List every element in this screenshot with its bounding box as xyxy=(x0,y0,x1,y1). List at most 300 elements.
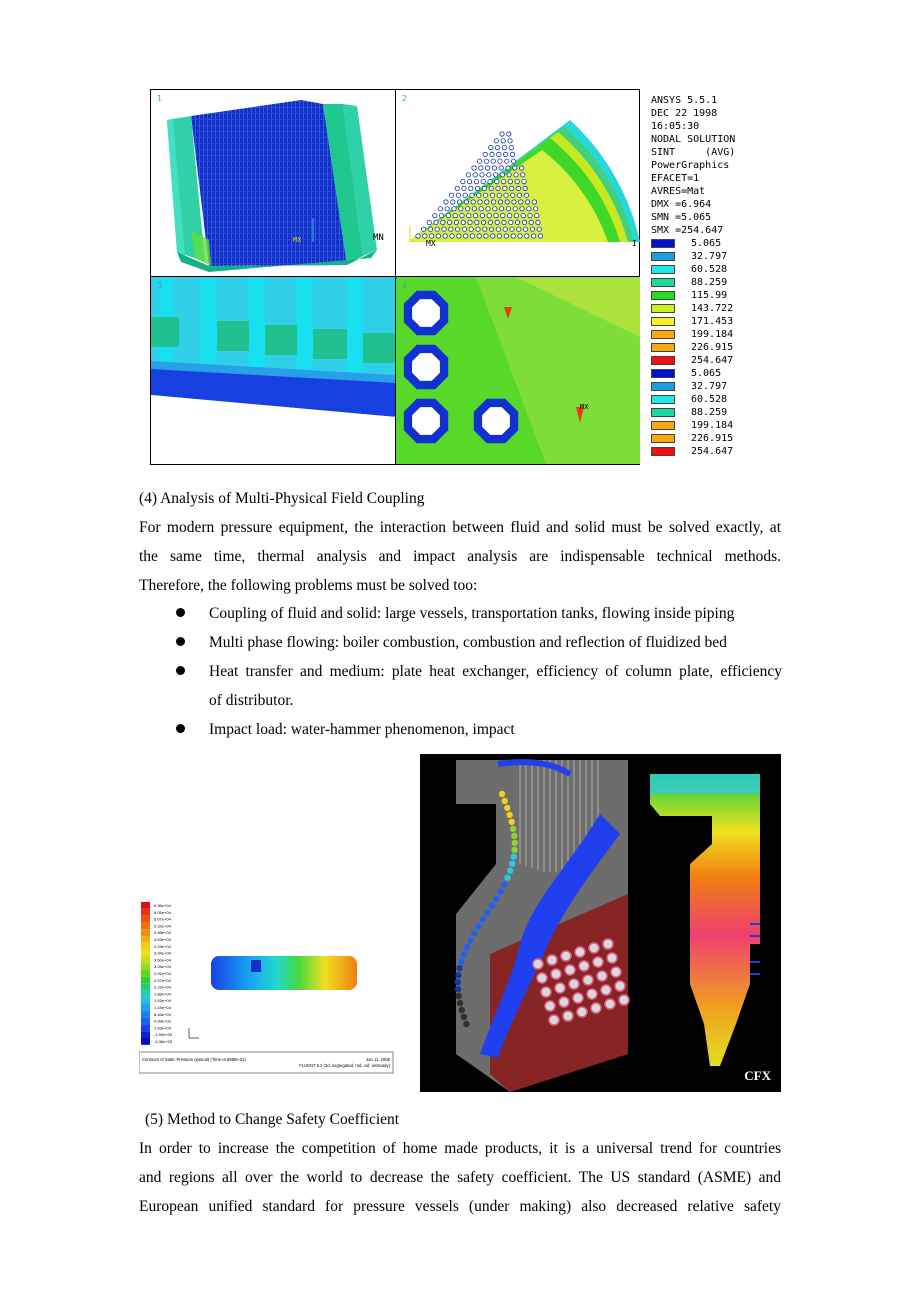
tube-hole xyxy=(489,186,493,190)
legend-swatch xyxy=(651,369,675,378)
tube-hole xyxy=(462,186,466,190)
tube-hole xyxy=(451,200,455,204)
tube-hole xyxy=(456,193,460,197)
legend-value: 143.722 xyxy=(691,303,734,314)
particle xyxy=(501,881,507,887)
pipe-scale-label: 4.98e+03 xyxy=(154,1018,171,1024)
tube-hole xyxy=(473,173,477,177)
burner-sphere xyxy=(605,999,615,1009)
particle xyxy=(480,916,486,922)
tube-hole xyxy=(493,207,497,211)
pipe-scale-swatch xyxy=(141,1018,150,1025)
legend-row xyxy=(651,380,771,393)
particle xyxy=(497,888,503,894)
particle xyxy=(467,937,473,943)
ansys-figure xyxy=(150,89,640,465)
tube-hole xyxy=(466,173,470,177)
legend-swatch xyxy=(651,304,675,313)
pane-number: 4 xyxy=(402,281,407,290)
tube-hole xyxy=(522,220,526,224)
burner-sphere xyxy=(533,959,543,969)
particle xyxy=(506,812,512,818)
burner-sphere xyxy=(563,1011,573,1021)
tube-hole xyxy=(516,186,520,190)
particle xyxy=(509,819,515,825)
pipe-scale-label: 4.63e+04 xyxy=(154,937,171,942)
bullet-text: Multi phase flowing: boiler combustion, combustion and reflection of fluidized bed xyxy=(209,634,727,651)
pipe-scale-swatch xyxy=(141,929,150,936)
tube-hole xyxy=(495,179,499,183)
pipe-scale-swatch xyxy=(141,1011,150,1018)
tube-hole xyxy=(469,227,473,231)
bullet-text: of distributor. xyxy=(209,692,294,709)
tube-hole xyxy=(498,200,502,204)
tube-hole xyxy=(479,207,483,211)
tube-hole xyxy=(457,234,461,238)
particle xyxy=(461,951,467,957)
pane-number: 3 xyxy=(157,281,162,290)
tube-hole xyxy=(501,213,505,217)
tube-hole xyxy=(500,173,504,177)
legend-swatch xyxy=(651,278,675,287)
tube-hole xyxy=(472,207,476,211)
tube-hole xyxy=(483,193,487,197)
baffle-detail-plot xyxy=(151,277,396,464)
tube-hole xyxy=(501,139,505,143)
tube-hole xyxy=(429,234,433,238)
tube-hole xyxy=(462,227,466,231)
tube-hole xyxy=(476,227,480,231)
tube-hole xyxy=(478,200,482,204)
hole-center xyxy=(412,407,440,435)
legend-swatch xyxy=(651,408,675,417)
cfx-label: CFX xyxy=(744,1068,771,1083)
legend-row xyxy=(651,354,771,367)
pipe-scale-swatch xyxy=(141,950,150,957)
tube-hole xyxy=(525,234,529,238)
legend-value: 60.528 xyxy=(691,394,728,405)
ansys-pane-3 xyxy=(151,277,396,464)
tube-hole xyxy=(497,234,501,238)
tube-hole xyxy=(509,220,513,224)
bullet-icon xyxy=(176,637,185,646)
paragraph-line: the same time, thermal analysis and impact analysis are indispensable technical methods. xyxy=(139,548,781,565)
bullet-icon xyxy=(176,666,185,675)
burner-sphere xyxy=(593,957,603,967)
tube-hole xyxy=(449,227,453,231)
tube-hole xyxy=(494,139,498,143)
svg-text:I: I xyxy=(632,239,637,248)
tube-hole xyxy=(537,227,541,231)
burner-sphere xyxy=(575,947,585,957)
tube-hole xyxy=(513,207,517,211)
burner-sphere xyxy=(549,1015,559,1025)
tube-hole xyxy=(480,173,484,177)
section-5-heading: (5) Method to Change Safety Coefficient xyxy=(145,1111,400,1128)
tube-hole xyxy=(484,234,488,238)
burner-sphere xyxy=(603,939,613,949)
tube-hole xyxy=(475,186,479,190)
tube-hole xyxy=(522,179,526,183)
tube-hole xyxy=(499,207,503,211)
tube-hole xyxy=(444,200,448,204)
legend-value: 32.797 xyxy=(691,251,728,262)
tube-hole xyxy=(504,234,508,238)
pipe-scale-swatch xyxy=(141,922,150,929)
pipe-scale-label: 1.53e+04 xyxy=(154,998,171,1004)
pipe-caption-date: Jan 11, 2006 xyxy=(366,1057,390,1062)
tube-hole xyxy=(463,193,467,197)
pipe-scale-label: 5.67e+04 xyxy=(154,916,171,922)
tube-hole xyxy=(489,227,493,231)
particle xyxy=(507,868,513,874)
legend-row xyxy=(651,276,771,289)
bullet-text: Coupling of fluid and solid: large vessels, transportation tanks, flowing inside piping xyxy=(209,605,735,622)
legend-header-line: SMX =254.647 xyxy=(651,225,724,236)
burner-sphere xyxy=(615,981,625,991)
tube-hole xyxy=(535,213,539,217)
burner-sphere xyxy=(607,953,617,963)
tube-hole xyxy=(460,213,464,217)
pipe-scale-swatch xyxy=(141,1038,150,1045)
legend-scale-1 xyxy=(651,237,771,367)
tube-hole xyxy=(497,193,501,197)
pipe-scale-swatch xyxy=(141,956,150,963)
legend-row xyxy=(651,406,771,419)
tube-hole xyxy=(489,145,493,149)
cfx-boiler-plot xyxy=(420,754,781,1092)
tube-hole xyxy=(505,200,509,204)
tube-hole xyxy=(515,220,519,224)
pipe-scale-label: 4.98e+04 xyxy=(154,930,171,936)
particle xyxy=(459,1007,465,1013)
tube-hole xyxy=(495,145,499,149)
particle xyxy=(461,1014,467,1020)
tube-hole xyxy=(528,213,532,217)
tube-hole xyxy=(519,200,523,204)
pipe-scale-label: 1.19e+04 xyxy=(154,1005,171,1010)
tube-hole xyxy=(498,159,502,163)
legend-header-line: DMX =6.964 xyxy=(651,199,712,210)
tube-hole xyxy=(464,200,468,204)
tube-hole xyxy=(474,179,478,183)
pane-number: 1 xyxy=(157,94,162,103)
burner-sphere xyxy=(579,961,589,971)
tube-hole xyxy=(503,152,507,156)
tube-hole xyxy=(488,220,492,224)
burner-sphere xyxy=(569,979,579,989)
legend-row xyxy=(651,419,771,432)
pipe-scale-label: -5.36e+03 xyxy=(154,1039,173,1044)
particle xyxy=(510,826,516,832)
burner-sphere xyxy=(573,993,583,1003)
particle xyxy=(475,923,481,929)
burner-sphere xyxy=(565,965,575,975)
paragraph-line: and regions all over the world to decrease the safety coefficient. The US standard (ASME) and xyxy=(139,1169,781,1186)
legend-row xyxy=(651,393,771,406)
legend-row xyxy=(651,315,771,328)
legend-value: 88.259 xyxy=(691,277,728,288)
tube-hole xyxy=(481,179,485,183)
tube-hole xyxy=(515,179,519,183)
tube-hole xyxy=(507,173,511,177)
pipe-scale-swatch xyxy=(141,977,150,984)
tube-hole xyxy=(507,132,511,136)
pipe-caption-left: Contours of Static Pressure (pascal) (Time=9.9980e-01) xyxy=(142,1057,246,1062)
pipe-scale-swatch xyxy=(141,997,150,1004)
tube-hole xyxy=(477,159,481,163)
particle xyxy=(502,798,508,804)
tube-hole xyxy=(446,213,450,217)
pipe-scale-label: 3.94e+04 xyxy=(154,950,171,956)
tube-hole xyxy=(434,220,438,224)
legend-header-line: 16:05:30 xyxy=(651,121,700,132)
particle xyxy=(493,895,499,901)
tube-hole xyxy=(470,193,474,197)
tube-hole xyxy=(503,186,507,190)
tube-hole xyxy=(520,207,524,211)
tube-hole xyxy=(500,132,504,136)
tube-hole xyxy=(499,166,503,170)
hole-detail-plot xyxy=(396,277,640,464)
tube-hole xyxy=(533,207,537,211)
tube-hole xyxy=(428,227,432,231)
pipe-scale-swatch xyxy=(141,916,150,923)
particle xyxy=(455,986,461,992)
legend-value: 88.259 xyxy=(691,407,728,418)
burner-sphere xyxy=(541,987,551,997)
tube-hole xyxy=(457,200,461,204)
burner-sphere xyxy=(583,975,593,985)
tube-hole xyxy=(497,152,501,156)
tube-hole xyxy=(519,166,523,170)
section-4-heading: (4) Analysis of Multi-Physical Field Coupling xyxy=(139,490,425,507)
tube-hole xyxy=(532,200,536,204)
pipe-scale-label: 3.26e+04 xyxy=(154,964,171,970)
tube-hole xyxy=(483,227,487,231)
legend-value: 5.065 xyxy=(691,238,722,249)
legend-value: 32.797 xyxy=(691,381,728,392)
burner-sphere xyxy=(597,971,607,981)
pipe-scale-swatch xyxy=(141,970,150,977)
tube-hole xyxy=(503,227,507,231)
particle xyxy=(455,972,461,978)
tube-hole xyxy=(502,145,506,149)
tube-hole xyxy=(491,159,495,163)
pipe-scale-swatch xyxy=(141,1004,150,1011)
tube-hole xyxy=(435,227,439,231)
tube-hole xyxy=(480,213,484,217)
legend-header-line: SINT (AVG) xyxy=(651,147,736,158)
cfx-boiler-figure xyxy=(420,754,781,1092)
pipe-scale-swatch xyxy=(141,963,150,970)
paragraph-line: European unified standard for pressure vessels (under making) also decreased relative safety xyxy=(139,1198,781,1215)
burner-sphere xyxy=(545,1001,555,1011)
tube-hole xyxy=(505,159,509,163)
tube-hole xyxy=(442,227,446,231)
burner-sphere xyxy=(547,955,557,965)
legend-header-line: AVRES=Mat xyxy=(651,186,706,197)
tube-hole xyxy=(494,213,498,217)
legend-row xyxy=(651,445,771,458)
paragraph-line: In order to increase the competition of home made products, it is a universal trend for countries xyxy=(139,1140,781,1157)
tube-hole xyxy=(453,213,457,217)
legend-header-line: DEC 22 1998 xyxy=(651,108,718,119)
pipe-scale-label: 1.88e+04 xyxy=(154,991,171,997)
legend-value: 60.528 xyxy=(691,264,728,275)
particle xyxy=(511,847,517,853)
svg-text:MX: MX xyxy=(580,403,589,411)
tube-hole xyxy=(502,220,506,224)
legend-value: 254.647 xyxy=(691,446,734,457)
tube-hole xyxy=(491,200,495,204)
bullet-text: Heat transfer and medium: plate heat exchanger, efficiency of column plate, efficiency xyxy=(209,663,782,680)
tube-hole xyxy=(490,193,494,197)
tube-hole xyxy=(511,159,515,163)
tube-hole xyxy=(531,234,535,238)
legend-header xyxy=(651,94,771,237)
tube-hole xyxy=(527,207,531,211)
tube-hole xyxy=(491,234,495,238)
legend-value: 199.184 xyxy=(691,329,734,340)
tube-hole xyxy=(509,186,513,190)
particle xyxy=(464,944,470,950)
tube-hole xyxy=(487,213,491,217)
tube-hole xyxy=(472,166,476,170)
ansys-pane-4 xyxy=(396,277,640,464)
tube-hole xyxy=(443,234,447,238)
particle xyxy=(457,1000,463,1006)
legend-swatch xyxy=(651,239,675,248)
legend-swatch xyxy=(651,291,675,300)
pipe-scale-label: 5.32e+04 xyxy=(154,923,171,929)
tube-hole xyxy=(441,220,445,224)
legend-row xyxy=(651,263,771,276)
tube-hole xyxy=(514,213,518,217)
tube-hole xyxy=(523,186,527,190)
tubesheet-sector-plot xyxy=(396,90,640,277)
paragraph-line: Therefore, the following problems must be solved too: xyxy=(139,577,478,594)
tube-hole xyxy=(496,186,500,190)
tube-hole xyxy=(486,207,490,211)
tube-hole xyxy=(438,207,442,211)
tube-hole xyxy=(452,207,456,211)
tube-hole xyxy=(482,186,486,190)
tube-hole xyxy=(484,159,488,163)
burner-sphere xyxy=(619,995,629,1005)
legend-row xyxy=(651,367,771,380)
pipe-scale-swatch xyxy=(141,1024,150,1031)
tube-hole xyxy=(529,220,533,224)
tube-hole xyxy=(509,145,513,149)
legend-swatch xyxy=(651,252,675,261)
tube-hole xyxy=(454,220,458,224)
ansys-legend xyxy=(651,94,771,458)
tube-hole xyxy=(524,193,528,197)
particle xyxy=(511,833,517,839)
burner-sphere xyxy=(591,1003,601,1013)
particle xyxy=(463,1021,469,1027)
tube-hole xyxy=(487,173,491,177)
legend-header-line: NODAL SOLUTION xyxy=(651,134,736,145)
burner-sphere xyxy=(551,969,561,979)
particle xyxy=(499,791,505,797)
tube-hole xyxy=(445,207,449,211)
pipe-scale-swatch xyxy=(141,902,150,909)
burner-sphere xyxy=(561,951,571,961)
legend-row xyxy=(651,289,771,302)
legend-value: 5.065 xyxy=(691,368,722,379)
tube-hole xyxy=(468,220,472,224)
pipe-caption-solver: FLUENT 6.2 (3d, segregated, rnd, vof, unsteady) xyxy=(299,1063,390,1068)
legend-value: 171.453 xyxy=(691,316,734,327)
legend-scale-2 xyxy=(651,367,771,458)
particle xyxy=(471,930,477,936)
pipe-scale-label: 2.57e+04 xyxy=(154,977,171,983)
pipe-scale-label: 4.29e+04 xyxy=(154,943,171,949)
legend-swatch xyxy=(651,330,675,339)
bullet-text: Impact load: water-hammer phenomenon, impact xyxy=(209,721,515,738)
tube-hole xyxy=(521,173,525,177)
tube-hole xyxy=(513,166,517,170)
tube-hole xyxy=(455,227,459,231)
legend-swatch xyxy=(651,395,675,404)
tube-hole xyxy=(538,234,542,238)
tube-hole xyxy=(449,193,453,197)
tube-hole xyxy=(485,166,489,170)
pipe-scale-swatch xyxy=(141,1031,150,1038)
tube-hole xyxy=(525,200,529,204)
tube-hole xyxy=(475,220,479,224)
pipe-scale-swatch xyxy=(141,984,150,991)
tube-hole xyxy=(471,200,475,204)
pipe-scale-swatch xyxy=(141,943,150,950)
tube-hole xyxy=(510,152,514,156)
legend-value: 199.184 xyxy=(691,420,734,431)
pane-number: 2 xyxy=(402,94,407,103)
bullet-icon xyxy=(176,724,185,733)
pipe-pressure-figure xyxy=(139,900,394,1074)
tube-hole xyxy=(461,220,465,224)
legend-row xyxy=(651,432,771,445)
legend-swatch xyxy=(651,356,675,365)
burner-sphere xyxy=(611,967,621,977)
ansys-pane-1 xyxy=(151,90,396,277)
tube-hole xyxy=(495,220,499,224)
svg-text:MX: MX xyxy=(293,236,302,244)
legend-swatch xyxy=(651,343,675,352)
tube-hole xyxy=(423,234,427,238)
tube-hole xyxy=(470,234,474,238)
tube-hole xyxy=(477,193,481,197)
vessel-3d-plot xyxy=(151,90,396,277)
pipe-scale-label: 3.60e+04 xyxy=(154,957,171,963)
tube-hole xyxy=(504,193,508,197)
pipe-scale-label: 2.91e+04 xyxy=(154,971,171,976)
pipe-scale-label: -1.90e+03 xyxy=(154,1032,173,1038)
tube-hole xyxy=(517,227,521,231)
legend-header-line: EFACET=1 xyxy=(651,173,700,184)
particle xyxy=(512,840,518,846)
legend-row xyxy=(651,237,771,250)
tube-hole xyxy=(416,234,420,238)
legend-value: 115.99 xyxy=(691,290,728,301)
tube-hole xyxy=(433,213,437,217)
burner-sphere xyxy=(587,989,597,999)
tube-hole xyxy=(447,220,451,224)
particle xyxy=(455,979,461,985)
ansys-pane-2 xyxy=(396,90,640,277)
